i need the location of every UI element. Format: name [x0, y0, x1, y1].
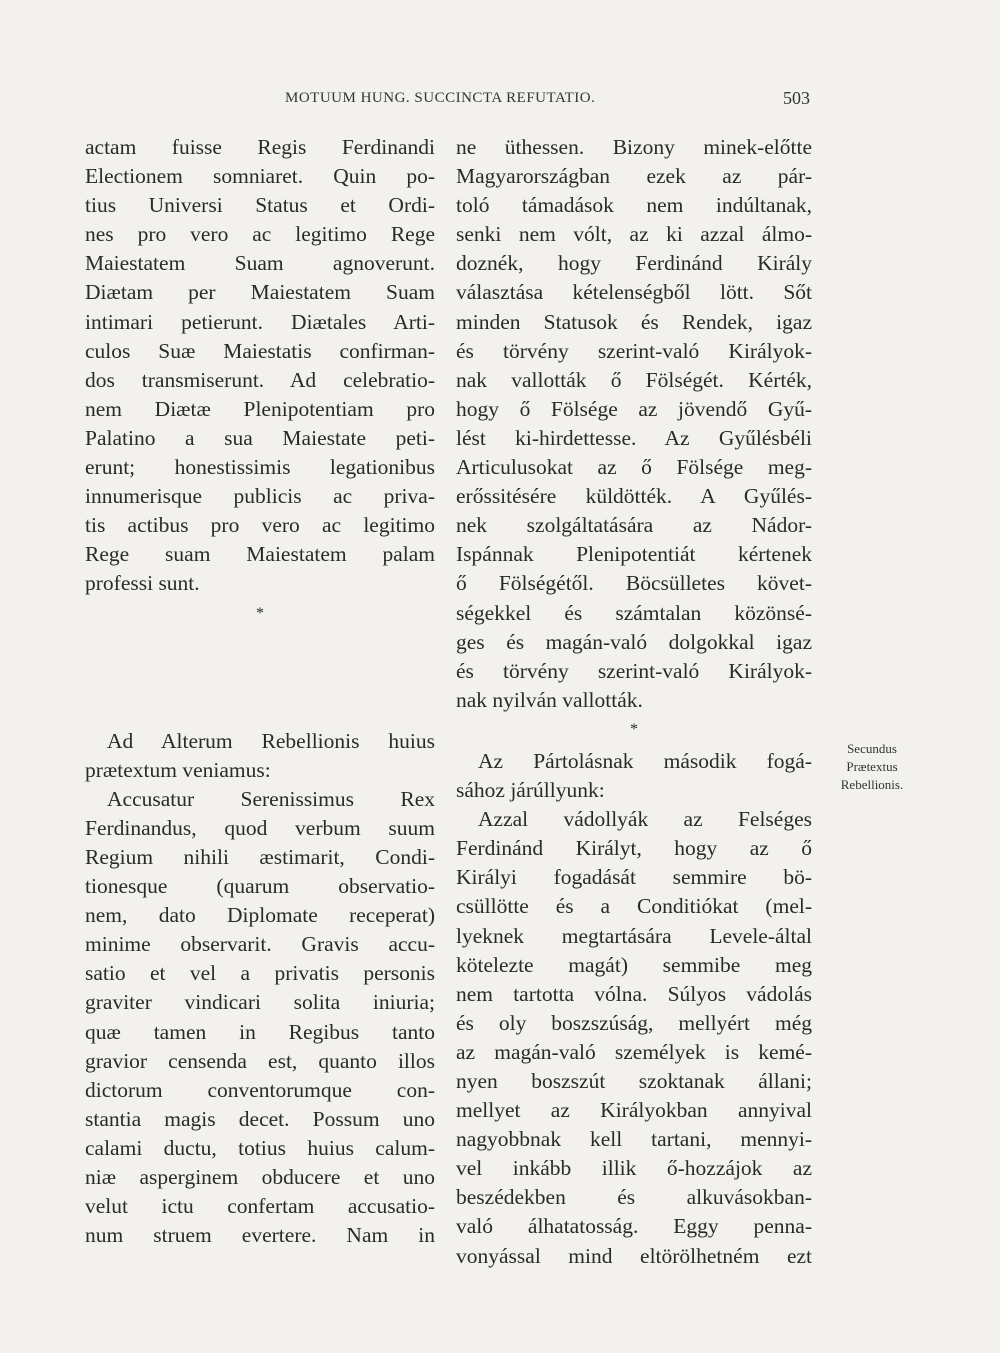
text-line: satio et vel a privatis personis — [85, 961, 435, 986]
text-line: nek szolgáltatására az Nádor- — [456, 513, 812, 538]
section-star: * — [630, 720, 638, 738]
section-star: * — [256, 604, 264, 622]
text-line: nem, dato Diplomate receperat) — [85, 903, 435, 928]
page-number: 503 — [783, 88, 810, 108]
text-line: és oly boszszúság, mellyért még — [456, 1010, 812, 1035]
text-line: Diætam per Maiestatem Suam — [85, 280, 435, 305]
text-line: dictorum conventorumque con- — [85, 1077, 435, 1102]
text-line: Királyi fogadását semmire bö- — [456, 865, 812, 890]
hungarian-paragraph-1 — [456, 133, 812, 715]
text-line: vel inkább illik ő-hozzájok az — [456, 1156, 812, 1181]
text-line: Rege suam Maiestatem palam — [85, 542, 435, 567]
text-line: nagyobbnak kell tartani, mennyi- — [456, 1127, 812, 1152]
text-line: tis actibus pro vero ac legitimo — [85, 513, 435, 538]
text-line: lést ki-hirdettesse. Az Gyűlésbéli — [456, 425, 812, 450]
text-line: toló támadások nem indúltanak, — [456, 193, 812, 218]
text-line: Accusatur Serenissimus Rex — [107, 786, 435, 811]
text-line: erőssitésére küldötték. A Gyűlés- — [456, 484, 812, 509]
latin-paragraph-2 — [85, 727, 435, 785]
text-line: nyen boszszút szoktanak állani; — [456, 1069, 812, 1093]
text-line: beszédekben és alkuvásokban- — [456, 1185, 812, 1210]
text-line: és törvény szerint-való Királyok- — [456, 658, 812, 683]
hungarian-column — [456, 133, 812, 1271]
hungarian-paragraph-2 — [456, 747, 812, 805]
text-line: erunt; honestissimis legationibus — [85, 455, 435, 480]
text-line: culos Suæ Maiestatis confirman- — [85, 338, 435, 363]
text-line: ges és magán-való dolgokkal igaz — [456, 629, 812, 654]
text-line: nem Diætæ Plenipotentiam pro — [85, 396, 435, 421]
text-line: senki nem vólt, az ki azzal álmo- — [456, 222, 812, 247]
text-line: Ferdinánd Királyt, hogy az ő — [456, 836, 812, 861]
text-line: gravior censenda est, quanto illos — [85, 1048, 435, 1073]
margin-note-line: Prætextus — [846, 759, 898, 774]
text-line: Palatino a sua Maiestate peti- — [85, 425, 435, 450]
text-line: quæ tamen in Regibus tanto — [85, 1019, 435, 1044]
text-line: Magyarországban ezek az pár- — [456, 164, 812, 189]
text-line: graviter vindicari solita iniuria; — [85, 990, 435, 1015]
running-head: MOTUUM HUNG. SUCCINCTA REFUTATIO. — [285, 90, 596, 106]
text-line: Az Pártolásnak második fogá- — [478, 748, 812, 773]
text-line: való álhatatosság. Eggy penna- — [456, 1214, 812, 1239]
text-line: választása kételenségből lött. Sőt — [456, 280, 812, 305]
text-line: velut ictu confertam accusatio- — [85, 1194, 435, 1219]
text-line: calami ductu, totius huius calum- — [85, 1135, 435, 1160]
text-line: minime observarit. Gravis accu- — [85, 932, 435, 957]
margin-note — [830, 740, 914, 794]
text-line: és törvény szerint-való Királyok- — [456, 338, 812, 363]
text-line: lyeknek megtartására Levele-által — [456, 923, 812, 948]
text-line: num struem evertere. Nam in — [85, 1223, 435, 1248]
text-line: nes pro vero ac legitimo Rege — [85, 222, 435, 247]
spacer — [85, 628, 435, 727]
latin-column — [85, 133, 435, 1250]
text-line: Articulusokat az ő Fölsége meg- — [456, 455, 812, 480]
text-line: professi sunt. — [85, 571, 200, 596]
text-line: Azzal vádollyák az Felséges — [478, 807, 812, 832]
text-line: Maiestatem Suam agnoverunt. — [85, 251, 435, 276]
text-line: niæ asperginem obducere et uno — [85, 1165, 435, 1189]
text-line: Electionem somniaret. Quin po- — [85, 164, 435, 189]
text-line: Ad Alterum Rebellionis huius — [107, 728, 435, 753]
text-line: nem tartotta vólna. Súlyos vádolás — [456, 981, 812, 1006]
page-header — [0, 90, 1000, 114]
latin-paragraph-3 — [85, 785, 435, 1251]
text-line: intimari petierunt. Diætales Arti- — [85, 309, 435, 334]
text-line: csüllötte és a Conditiókat (mel- — [456, 894, 812, 919]
text-line: kötelezte magát) semmibe meg — [456, 952, 812, 977]
text-line: Ispánnak Plenipotentiát kértenek — [456, 542, 812, 567]
margin-note-line: Rebellionis. — [840, 777, 904, 792]
text-line: tionesque (quarum observatio- — [85, 874, 435, 899]
text-line: doznék, hogy Ferdinánd Király — [456, 251, 812, 276]
margin-note-line: Secundus — [847, 741, 897, 756]
text-line: ő Fölségétől. Böcsülletes követ- — [456, 571, 812, 596]
text-line: sához járúllyunk: — [456, 778, 605, 803]
text-line: innumerisque publicis ac priva- — [85, 484, 435, 509]
latin-paragraph-1 — [85, 133, 435, 599]
text-line: tius Universi Status et Ordi- — [85, 193, 435, 218]
text-line: hogy ő Fölsége az jövendő Gyű- — [456, 396, 812, 421]
hungarian-paragraph-3 — [456, 805, 812, 1271]
text-line: az magán-való személyek is kemé- — [456, 1039, 812, 1064]
text-line: ségekkel és számtalan közönsé- — [456, 600, 812, 625]
text-line: ne üthessen. Bizony minek-előtte — [456, 135, 812, 159]
text-line: nak nyilván vallották. — [456, 687, 643, 712]
text-line: minden Statusok és Rendek, igaz — [456, 309, 812, 334]
text-line: Ferdinandus, quod verbum suum — [85, 815, 435, 840]
text-line: prætextum veniamus: — [85, 757, 271, 782]
text-line: nak vallották ő Fölségét. Kérték, — [456, 367, 812, 392]
text-line: dos transmiserunt. Ad celebratio- — [85, 367, 435, 392]
text-line: stantia magis decet. Possum uno — [85, 1106, 435, 1131]
text-line: Regium nihili æstimarit, Condi- — [85, 844, 435, 869]
text-line: mellyet az Királyokban annyival — [456, 1098, 812, 1123]
text-line: actam fuisse Regis Ferdinandi — [85, 135, 435, 159]
text-line: vonyással mind eltörölhetném ezt — [456, 1243, 812, 1268]
